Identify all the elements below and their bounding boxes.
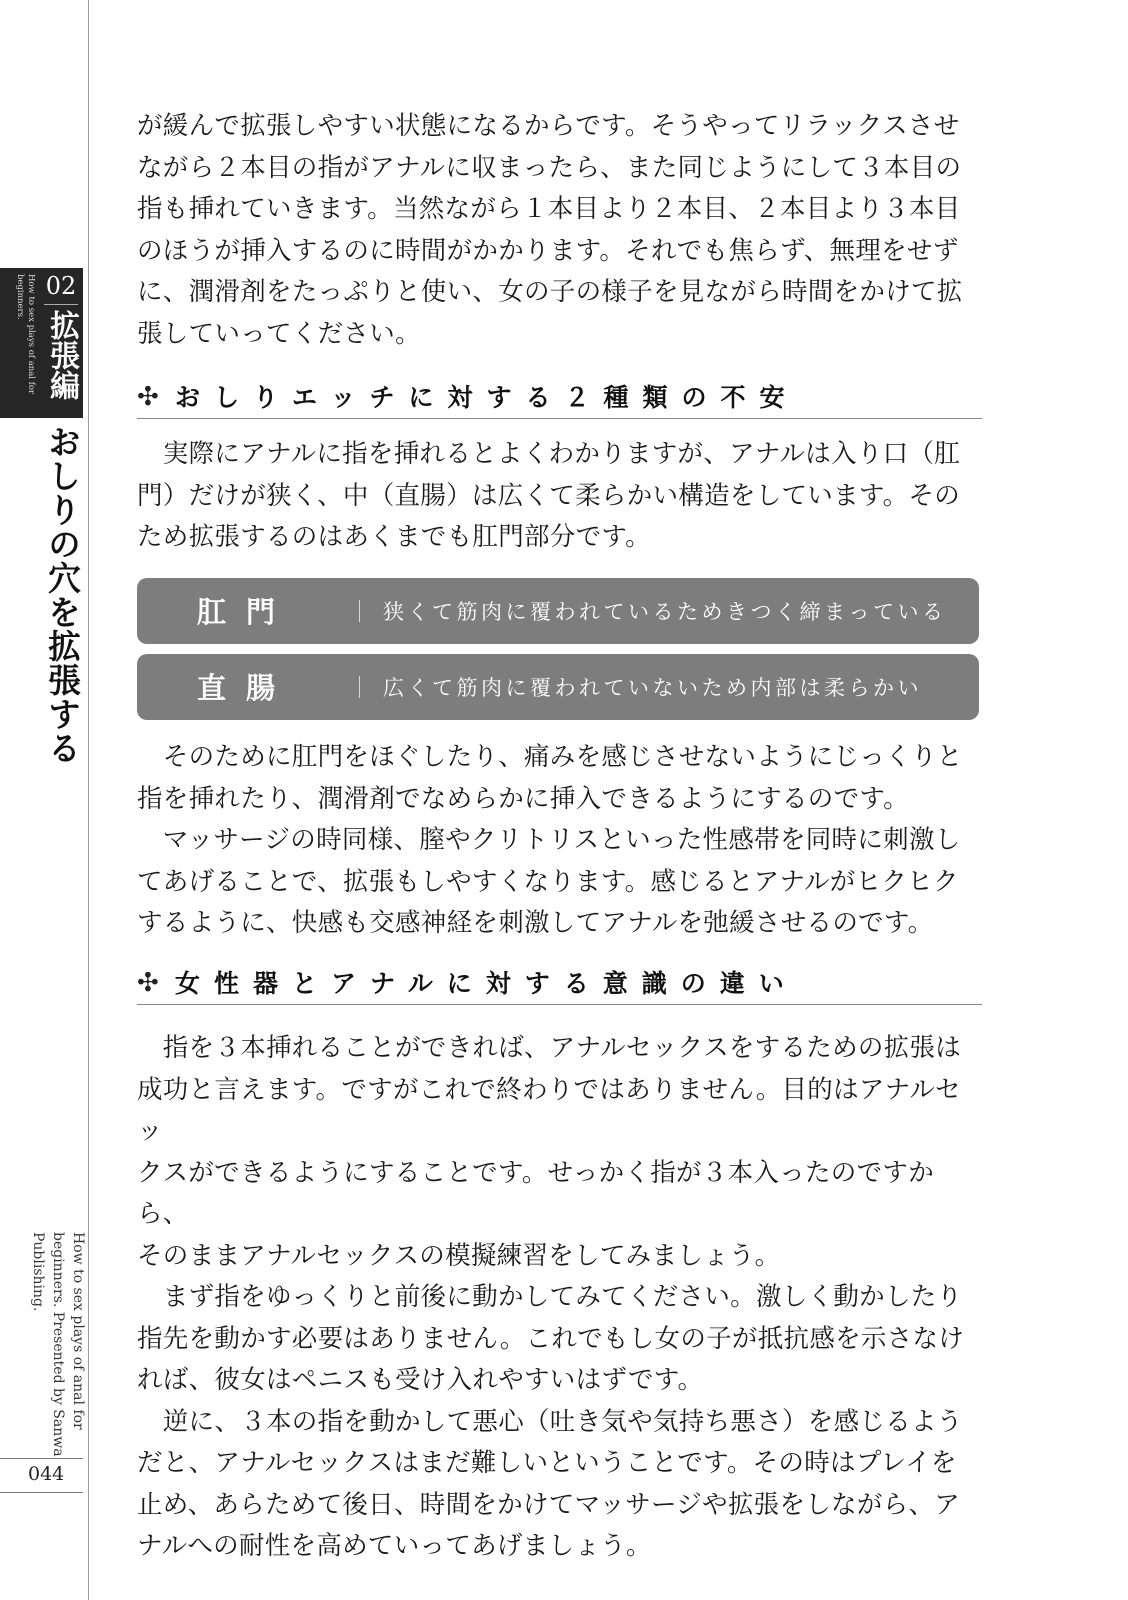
chapter-number-rule — [44, 304, 78, 305]
term-description: 狭くて筋肉に覆われているためきつく締まっている — [383, 600, 947, 624]
heading-text: おしりエッチに対する２種類の不安 — [175, 383, 799, 412]
term-label: 直腸 — [197, 671, 296, 705]
term-box-rectum — [137, 654, 979, 720]
term-divider — [359, 676, 360, 698]
chapter-tab — [0, 268, 83, 418]
term-divider — [359, 600, 360, 622]
chapter-subtitle: How to sex plays of anal for beginners. — [15, 274, 36, 395]
term-label: 肛門 — [197, 595, 296, 629]
intro-paragraph: が緩んで拡張しやすい状態になるからです。そうやってリラックスさせ ながら２本目の指がアナルに収まったら、また同じようにして３本目の 指も挿れていきます。当然ながら１本目より２本目、２本目より３本目 のほうが挿入するのに時間がかかります。それでも焦らず、無理をせず に、潤滑剤をたっぷりと使い、女の子の様子を見ながら時間をかけて拡 張していってください。 — [137, 111, 963, 349]
section-title: おしりの穴を拡張する — [43, 425, 82, 765]
diamond-bullet-icon: ✣ — [137, 968, 159, 998]
anatomy-paragraph: 実際にアナルに指を挿れるとよくわかりますが、アナルは入り口（肛 門）だけが狭く、中（直腸）は広くて柔らかい構造をしています。その ため拡張するのはあくまでも肛門部分です。 — [137, 439, 961, 552]
diamond-bullet-icon: ✣ — [137, 382, 159, 412]
heading-text: 女性器とアナルに対する意識の違い — [175, 969, 798, 998]
practice-paragraph: 指を３本挿れることができれば、アナルセックスをするための拡張は 成功と言えます。ですがこれで終わりではありません。目的はアナルセッ クスができるようにすることです。せっかく指が３本入ったのですから、 そのままアナルセックスの模擬練習をしてみましょう。 まず指をゆっくりと前後に動かしてみてください。激しく動かしたり 指先を動かす必要はありません。これでもし女の子が抵抗感を示さなけ れば、彼女はペニスも受け入れやすいはずです。 逆に、３本の指を動かして悪心（吐き気や気持ち悪さ）を感じるよう だと、アナルセックスはまだ難しいということです。その時はプレイを 止め、あらためて後日、時間をかけてマッサージや拡張をしながら、ア ナルへの耐性を高めていってあげましょう。 — [137, 1033, 965, 1561]
technique-paragraph: そのために肛門をほぐしたり、痛みを感じさせないようにじっくりと 指を挿れたり、潤滑剤でなめらかに挿入できるようにするのです。 マッサージの時同様、膣やクリトリスといった性感帯を同時に刺激し てあげることで、拡張もしやすくなります。感じるとアナルがヒクヒク するように、快感も交感神経を刺激してアナルを弛緩させるのです。 — [137, 742, 963, 938]
page-number-rule-bottom — [0, 1492, 83, 1493]
publisher-credit: How to sex plays of anal for beginners. Presented by Sanwa Publishing. — [30, 1232, 86, 1457]
page-number-rule-top — [0, 1458, 83, 1459]
margin-rule — [88, 0, 89, 1600]
term-box-anus — [137, 578, 979, 644]
chapter-title: 拡張編 — [44, 310, 79, 400]
section-heading-anxiety — [137, 378, 982, 419]
section-heading-awareness — [137, 964, 982, 1005]
term-description: 広くて筋肉に覆われていないため内部は柔らかい — [383, 676, 922, 700]
page-number: 044 — [28, 1463, 65, 1485]
chapter-number: 02 — [45, 272, 77, 300]
